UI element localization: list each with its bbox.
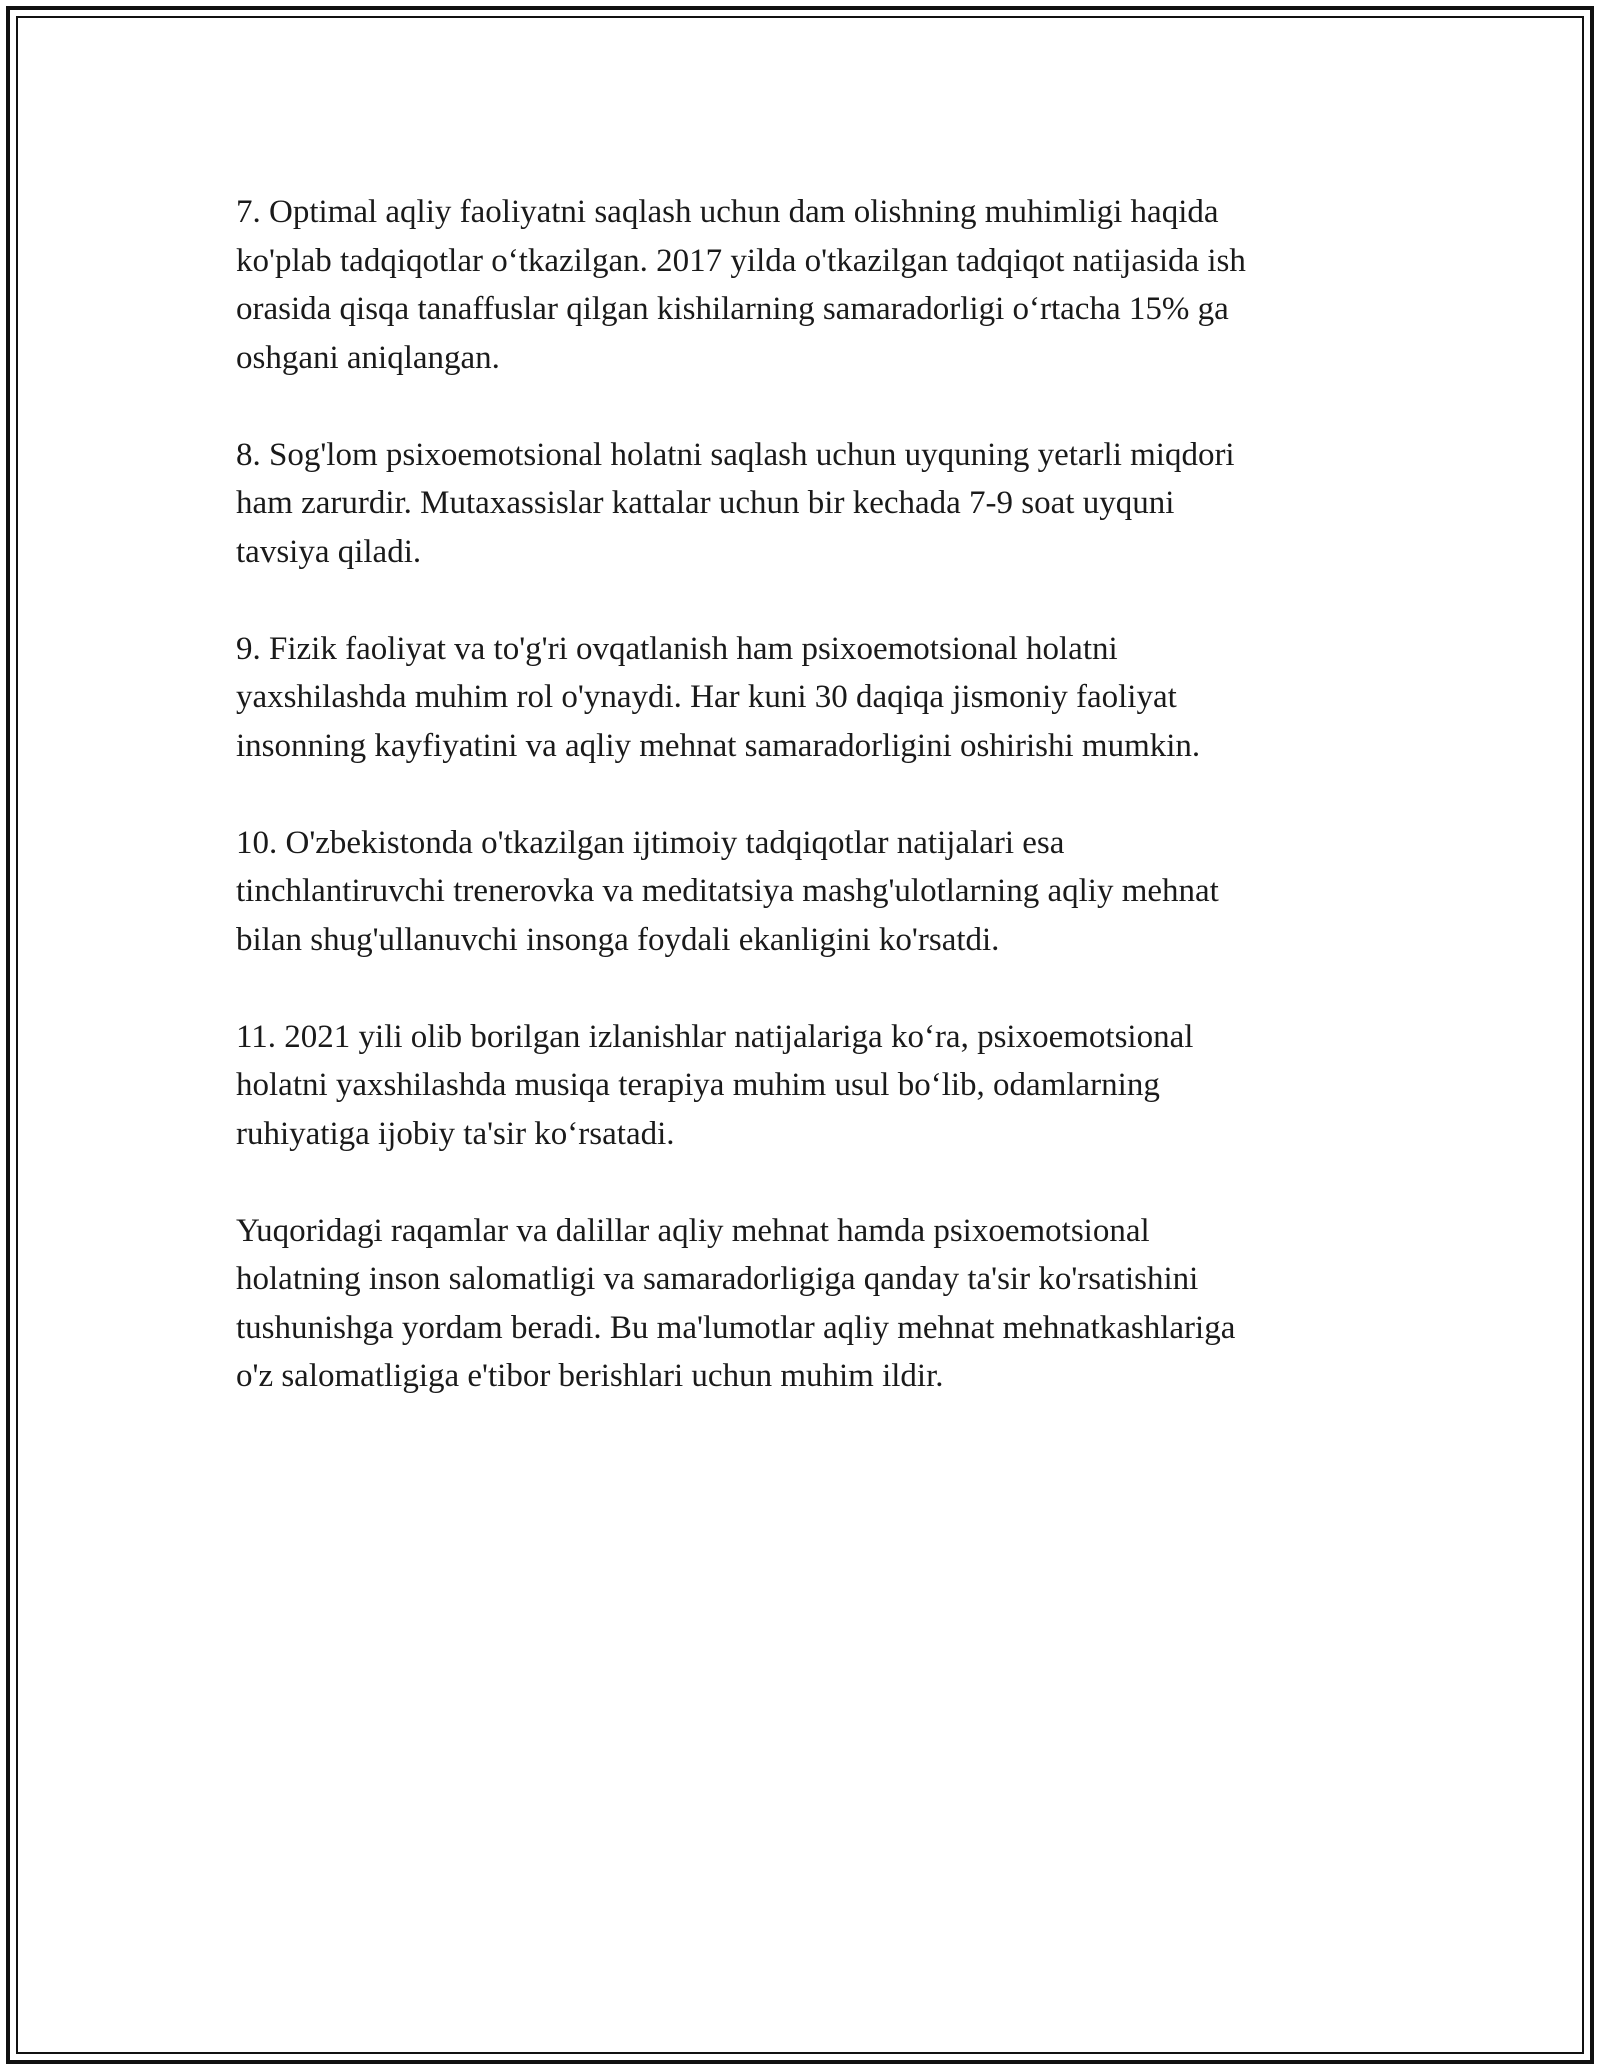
text-line: o'z salomatligiga e'tibor berishlari uchun muhim ildir. xyxy=(236,1358,944,1394)
text-line: orasida qisqa tanaffuslar qilgan kishilarning samaradorligi o‘rtacha 15% ga xyxy=(236,291,1229,327)
text-line: 8. Sog'lom psixoemotsional holatni saqlash uchun uyquning yetarli miqdori xyxy=(236,436,1235,473)
paragraph-9 xyxy=(236,625,1366,771)
paragraph-10 xyxy=(236,819,1366,965)
text-line: tinchlantiruvchi trenerovka va meditatsiya mashg'ulotlarning aqliy mehnat xyxy=(236,873,1219,909)
text-line: Yuqoridagi raqamlar va dalillar aqliy mehnat hamda psixoemotsional xyxy=(236,1212,1150,1249)
paragraph-11 xyxy=(236,1013,1366,1159)
text-line: 7. Optimal aqliy faoliyatni saqlash uchun dam olishning muhimligi haqida xyxy=(236,194,1219,230)
paragraph-conclusion xyxy=(236,1207,1366,1401)
paragraph-7 xyxy=(236,188,1366,382)
text-line: ko'plab tadqiqotlar o‘tkazilgan. 2017 yilda o'tkazilgan tadqiqot natijasida ish xyxy=(236,242,1246,279)
text-line: holatni yaxshilashda musiqa terapiya muhim usul bo‘lib, odamlarning xyxy=(236,1067,1160,1103)
text-line: tavsiya qiladi. xyxy=(236,533,422,570)
text-line: 9. Fizik faoliyat va to'g'ri ovqatlanish ham psixoemotsional holatni xyxy=(236,630,1118,667)
text-line: 11. 2021 yili olib borilgan izlanishlar natijalariga ko‘ra, psixoemotsional xyxy=(236,1018,1194,1055)
text-line: insonning kayfiyatini va aqliy mehnat samaradorligini oshirishi mumkin. xyxy=(236,727,1201,764)
text-line: bilan shug'ullanuvchi insonga foydali ekanligini ko'rsatdi. xyxy=(236,921,1000,958)
text-line: oshgani aniqlangan. xyxy=(236,339,500,376)
paragraph-8 xyxy=(236,431,1366,577)
text-line: 10. O'zbekistonda o'tkazilgan ijtimoiy tadqiqotlar natijalari esa xyxy=(236,824,1065,861)
text-line: holatning inson salomatligi va samaradorligiga qanday ta'sir ko'rsatishini xyxy=(236,1261,1199,1297)
document-body xyxy=(236,188,1366,1449)
text-line: ruhiyatiga ijobiy ta'sir ko‘rsatadi. xyxy=(236,1115,675,1152)
text-line: tushunishga yordam beradi. Bu ma'lumotlar aqliy mehnat mehnatkashlariga xyxy=(236,1309,1236,1346)
text-line: ham zarurdir. Mutaxassislar kattalar uchun bir kechada 7-9 soat uyquni xyxy=(236,485,1175,521)
text-line: yaxshilashda muhim rol o'ynaydi. Har kuni 30 daqiqa jismoniy faoliyat xyxy=(236,679,1177,715)
